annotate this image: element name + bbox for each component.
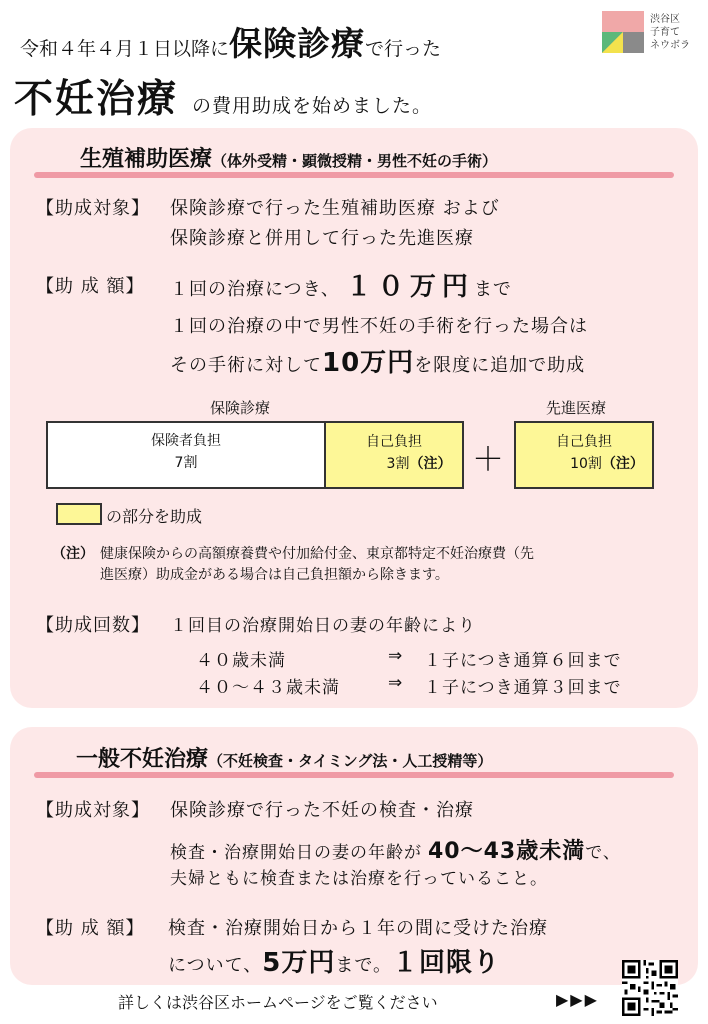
- section1-amount-line3: [170, 342, 585, 379]
- section2-title: [76, 742, 492, 773]
- adv-self-value-row: [516, 453, 652, 475]
- amount2-pre: について、: [168, 955, 263, 976]
- diagram-self-pay: [324, 421, 464, 489]
- self-pay-value-row: [326, 453, 462, 475]
- section2-amount-line1: 検査・治療開始日から１年の間に受けた治療: [168, 918, 548, 939]
- note-body: [100, 544, 680, 586]
- diagram-insurer-share: [46, 430, 326, 474]
- count-row-age: ４０～４３歳未満: [196, 678, 340, 698]
- section2-target-label: 【助成対象】: [36, 800, 150, 821]
- note-line: 健康保険からの高額療養費や付加給付金、東京都特定不妊治療費（先: [100, 546, 534, 562]
- section1-title: [80, 142, 497, 173]
- qr-code-icon[interactable]: [622, 960, 678, 1016]
- section1-title-main: 生殖補助医療: [80, 147, 213, 172]
- self-pay-value: 3割: [386, 456, 410, 472]
- page-title: 不妊治療: [14, 77, 179, 122]
- amount2-mid: まで。: [335, 955, 393, 976]
- logo-line: 子育て: [650, 27, 680, 38]
- section2-amount-label: 【助 成 額】: [36, 918, 145, 939]
- insurer-share-value: 7割: [174, 455, 198, 471]
- section1-divider: [34, 172, 674, 178]
- count-intro: １回目の治療開始日の妻の年齢により: [170, 616, 476, 636]
- amount-line3-post: を限度に追加で助成: [414, 355, 586, 376]
- header-line-2: [14, 68, 432, 124]
- footer-text: 詳しくは渋谷区ホームページをご覧ください: [118, 993, 438, 1012]
- section1-target-label: 【助成対象】: [36, 198, 150, 219]
- logo-text: [650, 13, 690, 52]
- cond-age-range: 40～43歳未満: [428, 839, 586, 864]
- section1-amount-line2: １回の治療の中で男性不妊の手術を行った場合は: [170, 316, 588, 337]
- cond-line1-pre: 検査・治療開始日の妻の年齢が: [170, 843, 422, 863]
- note-line: 進医療）助成金がある場合は自己負担額から除きます。: [100, 567, 449, 583]
- count-row-value: １子につき通算３回まで: [424, 678, 622, 698]
- shibuya-neuvola-logo-icon: [602, 11, 644, 53]
- section1-amount-label: 【助 成 額】: [36, 276, 145, 297]
- section2-target-line: 保険診療で行った不妊の検査・治療: [170, 800, 474, 821]
- count-row-arrow: ⇒: [388, 646, 404, 666]
- logo-line: ネウボラ: [650, 40, 690, 51]
- adv-self-label: 自己負担: [556, 434, 612, 450]
- section1-target-line2: 保険診療と併用して行った先進医療: [170, 228, 474, 249]
- section2-condition-line1: [170, 834, 621, 865]
- legend-swatch: [56, 503, 102, 525]
- amount-additional-100k: 10万円: [322, 348, 415, 378]
- count-row-age: ４０歳未満: [196, 651, 286, 671]
- logo-line: 渋谷区: [650, 14, 680, 25]
- diagram-advanced-self-pay: [514, 421, 654, 489]
- self-pay-note-mark: （注）: [409, 456, 452, 472]
- diagram-insured-label: 保険診療: [210, 399, 271, 417]
- section1-subtitle: （体外受精・顕微授精・男性不妊の手術）: [212, 152, 498, 170]
- section2-divider: [34, 772, 674, 778]
- header-line1-post: で行った: [365, 38, 442, 60]
- cond-line1-post: で、: [585, 843, 621, 863]
- section1-amount-line1: [170, 266, 512, 303]
- count-row-value: １子につき通算６回まで: [424, 651, 622, 671]
- diagram-advanced-label: 先進医療: [546, 399, 607, 417]
- section2-condition-line2: 夫婦ともに検査または治療を行っていること。: [170, 869, 548, 889]
- insurer-share-label: 保険者負担: [151, 433, 221, 449]
- header-line1-emphasis: 保険診療: [229, 24, 366, 63]
- amount-100k: １０万円: [345, 272, 474, 302]
- amount-line1-pre: １回の治療につき、: [170, 279, 340, 300]
- amount-line1-post: まで: [473, 279, 512, 300]
- section2-subtitle: （不妊検査・タイミング法・人工授精等）: [208, 752, 493, 770]
- amount-line3-pre: その手術に対して: [170, 355, 322, 376]
- amount-once-only: １回限り: [392, 948, 501, 978]
- header-line1-pre: 令和４年４月１日以降に: [20, 38, 230, 60]
- section2-amount-line2: [168, 942, 500, 979]
- count-row-arrow: ⇒: [388, 673, 404, 693]
- note-label: （注）: [52, 546, 94, 562]
- legend-text: の部分を助成: [106, 507, 203, 526]
- amount-50k: 5万円: [262, 948, 336, 978]
- header-line-1: [20, 18, 441, 65]
- self-pay-label: 自己負担: [366, 434, 422, 450]
- adv-self-value: 10割: [570, 456, 602, 472]
- section2-title-main: 一般不妊治療: [76, 747, 209, 772]
- header-line2-post: の費用助成を始めました。: [192, 95, 433, 117]
- footer-arrows: ▶▶▶: [556, 990, 599, 1009]
- section1-count-label: 【助成回数】: [36, 615, 150, 636]
- adv-self-note-mark: （注）: [601, 456, 644, 472]
- section1-target-line1: 保険診療で行った生殖補助医療 および: [170, 198, 500, 219]
- plus-sign: ＋: [472, 440, 505, 478]
